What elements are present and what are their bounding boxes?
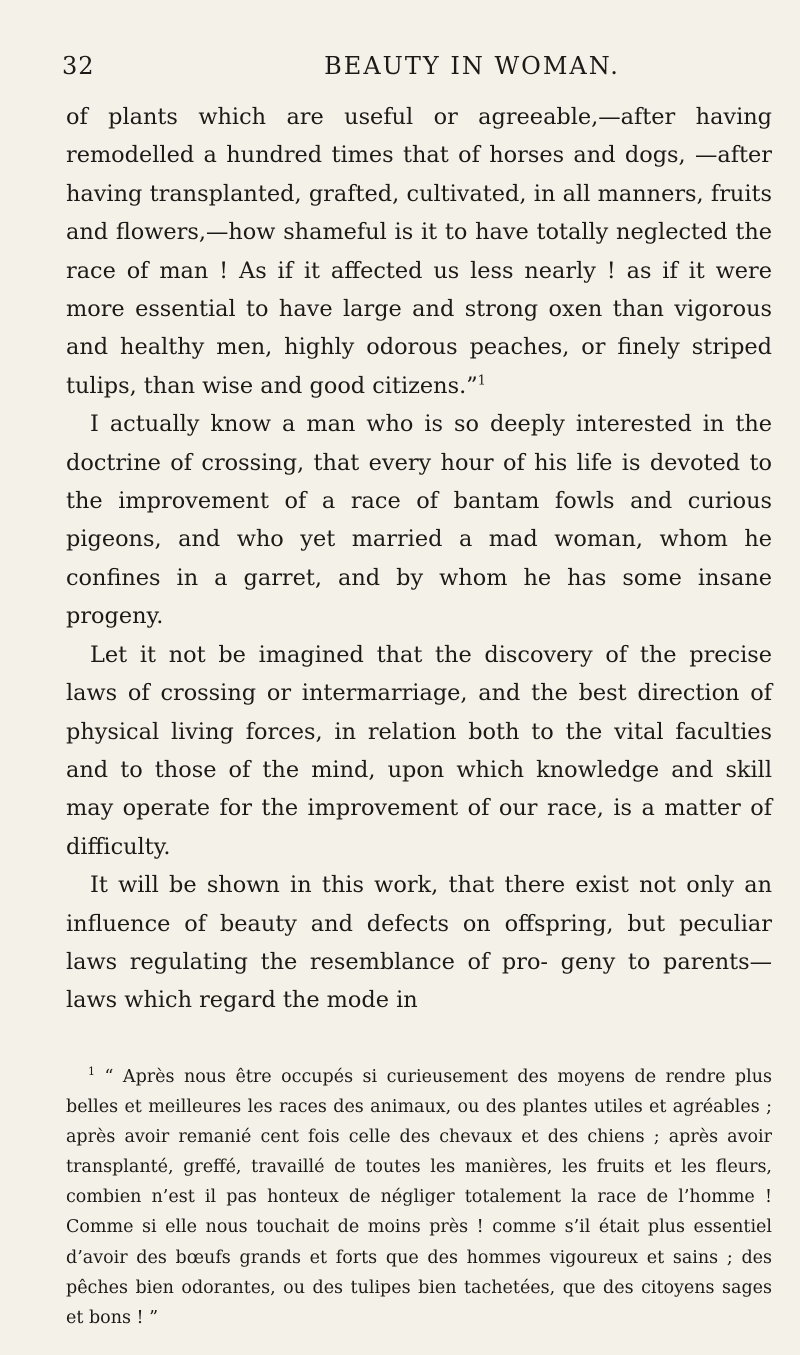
page-number: 32 <box>62 52 95 80</box>
paragraph-3: Let it not be imagined that the discovery of the precise laws of crossing or intermarriage, and the best direction of physical living forces, in relation both to the vital faculties and to those of the mind, upon which knowledge and skill may operate for the improvement of our race, is a matter of difficulty. <box>66 641 772 860</box>
paragraph-2: I actually know a man who is so deeply interested in the doctrine of crossing, that every hour of his life is devoted to the improvement of a race of bantam fowls and curious pigeons, and who yet married a mad woman, whom he confines in a garret, and by whom he has some insane progeny. <box>66 411 772 630</box>
running-title: BEAUTY IN WOMAN. <box>324 52 620 80</box>
footnote-text: “ Après nous être occupés si curieusement des moyens de rendre plus belles et meilleures les races des animaux, ou des plantes utiles et agréables ; après avoir remanié cent fois celle des chevaux et des chiens ; après avoir transplanté, greffé, travaillé de toutes les manières, les fruits et les fleurs, combien n’est il pas honteux de négliger totalement la race de l’homme ! Comme si elle nous touchait de moins près ! comme s’il était plus essentiel d’avoir des bœufs grands et forts que des hommes vigoureux et sains ; des pêches bien odorantes, ou des tulipes bien tachetées, que des citoyens sages et bons ! ” <box>66 1067 772 1328</box>
body-text <box>66 98 772 1020</box>
footnote-marker: 1 <box>88 1065 95 1079</box>
footnote-reference: 1 <box>477 373 486 389</box>
paragraph-1-text: of plants which are useful or agreeable,—after having remodelled a hundred times that of horses and dogs, —after having transplanted, grafted, cultivated, in all manners, fruits and flowers,—how shameful is it to have totally neglected the race of man ! As if it affected us less nearly ! as if it were more essential to have large and strong oxen than vigorous and healthy men, highly odorous peaches, or finely striped tulips, than wise and good citizens.” <box>66 104 772 399</box>
paragraph-4: It will be shown in this work, that there exist not only an influence of beauty and defects on offspring, but peculiar laws regulating the resemblance of pro- geny to parents—laws which regard the mode in <box>66 872 772 1014</box>
paragraph-1 <box>66 98 772 405</box>
footnote <box>66 1062 772 1333</box>
running-head <box>62 52 768 92</box>
